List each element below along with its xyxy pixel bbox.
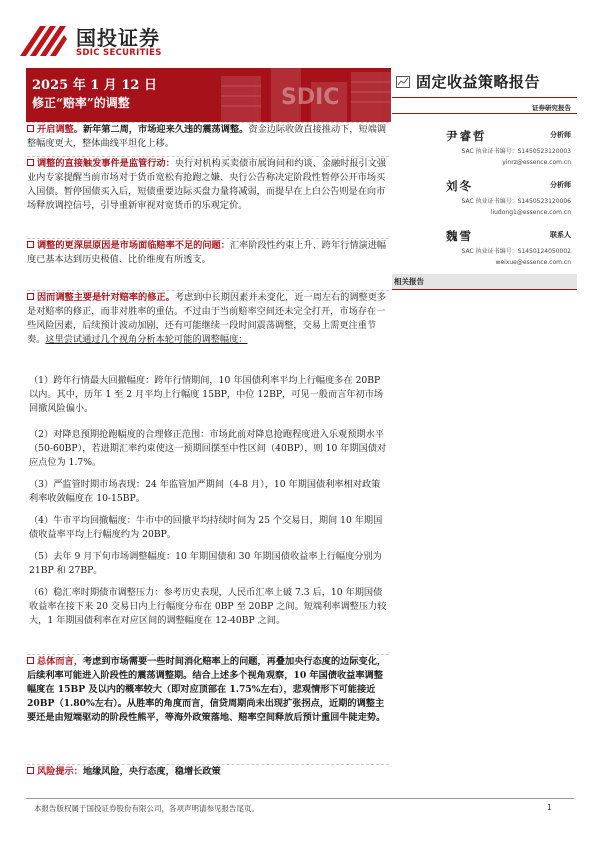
footer-disclaimer: 本报告版权属于国投证券股份有限公司，各项声明请参见报告尾页。: [34, 804, 259, 813]
square-bullet-icon: [27, 241, 34, 248]
paragraph-trigger: [27, 156, 389, 213]
chart-icon: [396, 76, 410, 88]
related-reports-label: 相关报告: [394, 277, 424, 286]
paragraph-lead: 因而调整主要是针对赔率的修正。: [37, 292, 175, 303]
banner-watermark: SDIC: [281, 85, 340, 110]
analyst-cert: SAC 执业证书编号：S1450124050002: [461, 248, 571, 255]
report-type-header: [392, 68, 577, 98]
analyst-cert: SAC 执业证书编号：S1450523120003: [461, 148, 571, 155]
list-item: （3）严监管时期市场表现：24 年监管加严期间（4-8 月），10 年期国债利率相对政策利率收敛幅度在 10-15BP。: [29, 479, 381, 504]
paragraph-text: 资金边际收敛直接推动下，短端调整幅度更大，整体曲线平坦化上移。: [27, 124, 387, 149]
footer-divider: [26, 798, 574, 799]
report-date: 2025 年 1 月 12 日: [32, 78, 157, 93]
section-label: 证券研究报告: [532, 104, 571, 112]
square-bullet-icon: [27, 293, 34, 300]
logo-name-cn: 国投证券: [76, 26, 160, 50]
paragraph-text: 央行对机构买卖债市展询问和约谈、金融时报引文强业内专家提醒当前市场对于货币宽松有抢跑之嫌、央行公告称决定阶段性暂停公开市场买入国债。暂停国债买入后，短债重要边际买盘力量将减弱，而提早在上白公告则是在向市场释放调控信号，引导重新审视对宽货币的乐观定价。: [27, 158, 387, 211]
paragraph-correction: [27, 290, 389, 347]
square-bullet-icon: [27, 767, 34, 774]
report-type: 固定收益策略报告: [416, 73, 541, 91]
analyst-email[interactable]: weixue@essence.com.cn: [495, 259, 571, 266]
analyst-card: [392, 178, 577, 234]
analyst-email[interactable]: liudong1@essence.com.cn: [490, 209, 571, 216]
paragraph-summary: [27, 654, 389, 725]
paragraph-bold: 考虑到市场需要一些时间消化赔率上的问题，再叠加央行态度的边际变化，后续利率可能进入阶段性的震荡调整期。结合上述多个视角观察，10 年国债收益率调整幅度在 15BP 及以内的概率较大（即对应顶部在 1.75%左右），悲观情形下可能接近 20BP（1.80%左右）。从胜率的角度而言，信贷周期尚未出现扩张拐点，近期的调整主要还是由短端驱动的阶段性熊平，等海外政策落地、赔率空间释放后预计重回牛陡走势。: [27, 656, 387, 723]
banner-building-graphic: [201, 68, 391, 122]
analyst-cert: SAC 执业证书编号：S1450523120006: [461, 198, 571, 205]
analyst-role: 分析师: [550, 131, 571, 139]
list-item: （4）牛市平均回撤幅度：牛市中的回撤平均持续时间为 25 个交易日，期间 10 年期国债收益率平均上行幅度约为 20BP。: [29, 515, 383, 540]
header-banner: [26, 68, 391, 122]
page-number: 1: [547, 803, 552, 812]
paragraph-text: 考虑到中长期因素并未变化，近一周左右的调整更多是对赔率的修正，而非对胜率的重估。不过由于当前赔率空间还未完全打开，市场存在一些风险因素，后续预计波动加剧，还有可能继续一段时间震荡调整，交易上需更注重节奏。: [27, 292, 387, 345]
company-logo: [16, 20, 196, 62]
paragraph-lead: 开启调整。: [37, 124, 83, 135]
analyst-email[interactable]: yinrz@essence.com.cn: [502, 159, 571, 166]
analyst-role: 分析师: [550, 181, 571, 189]
analyst-card: [392, 128, 577, 184]
list-item: （2）对降息预期抢跑幅度的合理修正范围：市场此前对降息抢跑程度进入乐观预期水平（50-60BP），若进期汇率约束使这一预期回摆至中性区间（40BP），则 10 年期国债对应点位为 1.7%。: [29, 429, 387, 468]
square-bullet-icon: [27, 159, 34, 166]
paragraph-risk: [27, 764, 389, 779]
paragraph-underline: 这里尝试通过几个视角分析本轮可能的调整幅度：: [45, 334, 248, 345]
related-reports-header: [392, 274, 577, 290]
list-item: （1）跨年行情最大回撤幅度：跨年行情期间，10 年国债利率平均上行幅度多在 20BP 以内。其中，历年 1 至 2 月平均上行幅度 15BP，中位 12BP，可见一般而言年初市场回撤风险偏小。: [29, 375, 384, 414]
analyst-name: 尹睿哲: [446, 129, 487, 143]
paragraph-bold: 地缘风险，央行态度，稳增长政策: [82, 766, 221, 777]
paragraph-deep-cause: [27, 238, 389, 267]
logo-name-en: SDIC SECURITIES: [76, 48, 162, 58]
paragraph-lead: 风险提示：: [37, 766, 83, 777]
logo-mark-icon: [16, 20, 72, 60]
analyst-name: 刘冬: [446, 179, 473, 193]
report-title: 修正“赔率”的调整: [32, 96, 130, 110]
analyst-name: 魏雪: [446, 229, 473, 243]
list-item: （6）稳汇率时期债市调整压力：参考历史表现，人民币汇率上破 7.3 后，10 年期国债收益率在接下来 20 交易日内上行幅度分布在 0BP 至 20BP 之间。短端利率调整压力较大，1 年期国债利率在对应区间的调整幅度在 12-40BP 之间。: [29, 587, 387, 626]
paragraph-bold: 新年第二周，市场迎来久违的震荡调整。: [82, 124, 249, 135]
analyst-role: 联系人: [550, 231, 571, 239]
square-bullet-icon: [27, 657, 34, 664]
paragraph-lead: 调整的直接触发事件是监管行动：: [37, 158, 175, 169]
paragraph-lead: 调整的更深层原因是市场面临赔率不足的问题：: [37, 240, 230, 251]
paragraph-lead: 总体而言，: [37, 656, 83, 667]
report-type-divider: [392, 100, 577, 114]
square-bullet-icon: [27, 125, 34, 132]
paragraph-text: 汇率阶段性约束上升、跨年行情演进幅度已基本达到历史极值、比价维度有所透支。: [27, 240, 387, 265]
paragraph-opening: [27, 122, 389, 151]
list-item: （5）去年 9 月下旬市场调整幅度：10 年期国债和 30 年期国债收益率上行幅度分别为 21BP 和 27BP。: [29, 551, 382, 576]
